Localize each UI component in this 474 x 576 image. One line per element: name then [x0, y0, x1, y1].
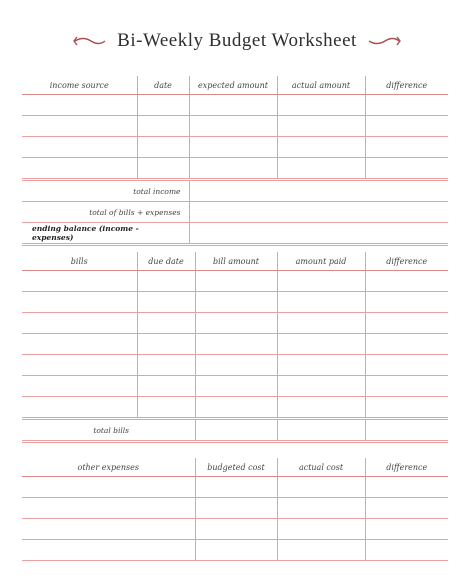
table-row[interactable] — [22, 519, 448, 540]
col-due-date: due date — [137, 252, 195, 271]
page-title: Bi-Weekly Budget Worksheet — [117, 30, 357, 51]
total-bills-expenses-row[interactable] — [22, 202, 448, 223]
col-expected-amount: expected amount — [189, 76, 277, 95]
table-row[interactable] — [22, 498, 448, 519]
table-row[interactable] — [22, 540, 448, 561]
col-difference: difference — [365, 76, 448, 95]
bills-table — [22, 252, 448, 443]
col-bills-difference: difference — [365, 252, 448, 271]
col-bills: bills — [22, 252, 137, 271]
income-header-row — [22, 76, 448, 95]
total-bills-row[interactable] — [22, 419, 448, 442]
col-actual-amount: actual amount — [277, 76, 365, 95]
table-row[interactable] — [22, 313, 448, 334]
table-row[interactable] — [22, 116, 448, 137]
col-bill-amount: bill amount — [195, 252, 277, 271]
col-date: date — [137, 76, 189, 95]
table-row[interactable] — [22, 397, 448, 419]
total-bills-expenses-label: total of bills + expenses — [22, 202, 189, 223]
table-row[interactable] — [22, 95, 448, 116]
table-row[interactable] — [22, 137, 448, 158]
table-row[interactable] — [22, 271, 448, 292]
income-table — [22, 76, 448, 246]
col-actual-cost: actual cost — [277, 458, 365, 477]
left-flourish-icon — [73, 34, 107, 48]
title-row — [0, 28, 474, 54]
bills-header-row — [22, 252, 448, 271]
ending-balance-row[interactable] — [22, 223, 448, 245]
table-row[interactable] — [22, 334, 448, 355]
table-row[interactable] — [22, 376, 448, 397]
col-amount-paid: amount paid — [277, 252, 365, 271]
col-income-source: income source — [22, 76, 137, 95]
total-bills-label: total bills — [22, 419, 137, 442]
table-row[interactable] — [22, 477, 448, 498]
table-row[interactable] — [22, 292, 448, 313]
right-flourish-icon — [367, 34, 401, 48]
other-header-row — [22, 458, 448, 477]
col-budgeted-cost: budgeted cost — [195, 458, 277, 477]
table-row[interactable] — [22, 158, 448, 180]
col-other-difference: difference — [365, 458, 448, 477]
ending-balance-label: ending balance (income - expenses) — [22, 223, 189, 245]
total-income-row[interactable] — [22, 180, 448, 202]
other-expenses-table — [22, 458, 448, 561]
table-row[interactable] — [22, 355, 448, 376]
col-other-expenses: other expenses — [22, 458, 195, 477]
total-income-label: total income — [22, 180, 189, 202]
